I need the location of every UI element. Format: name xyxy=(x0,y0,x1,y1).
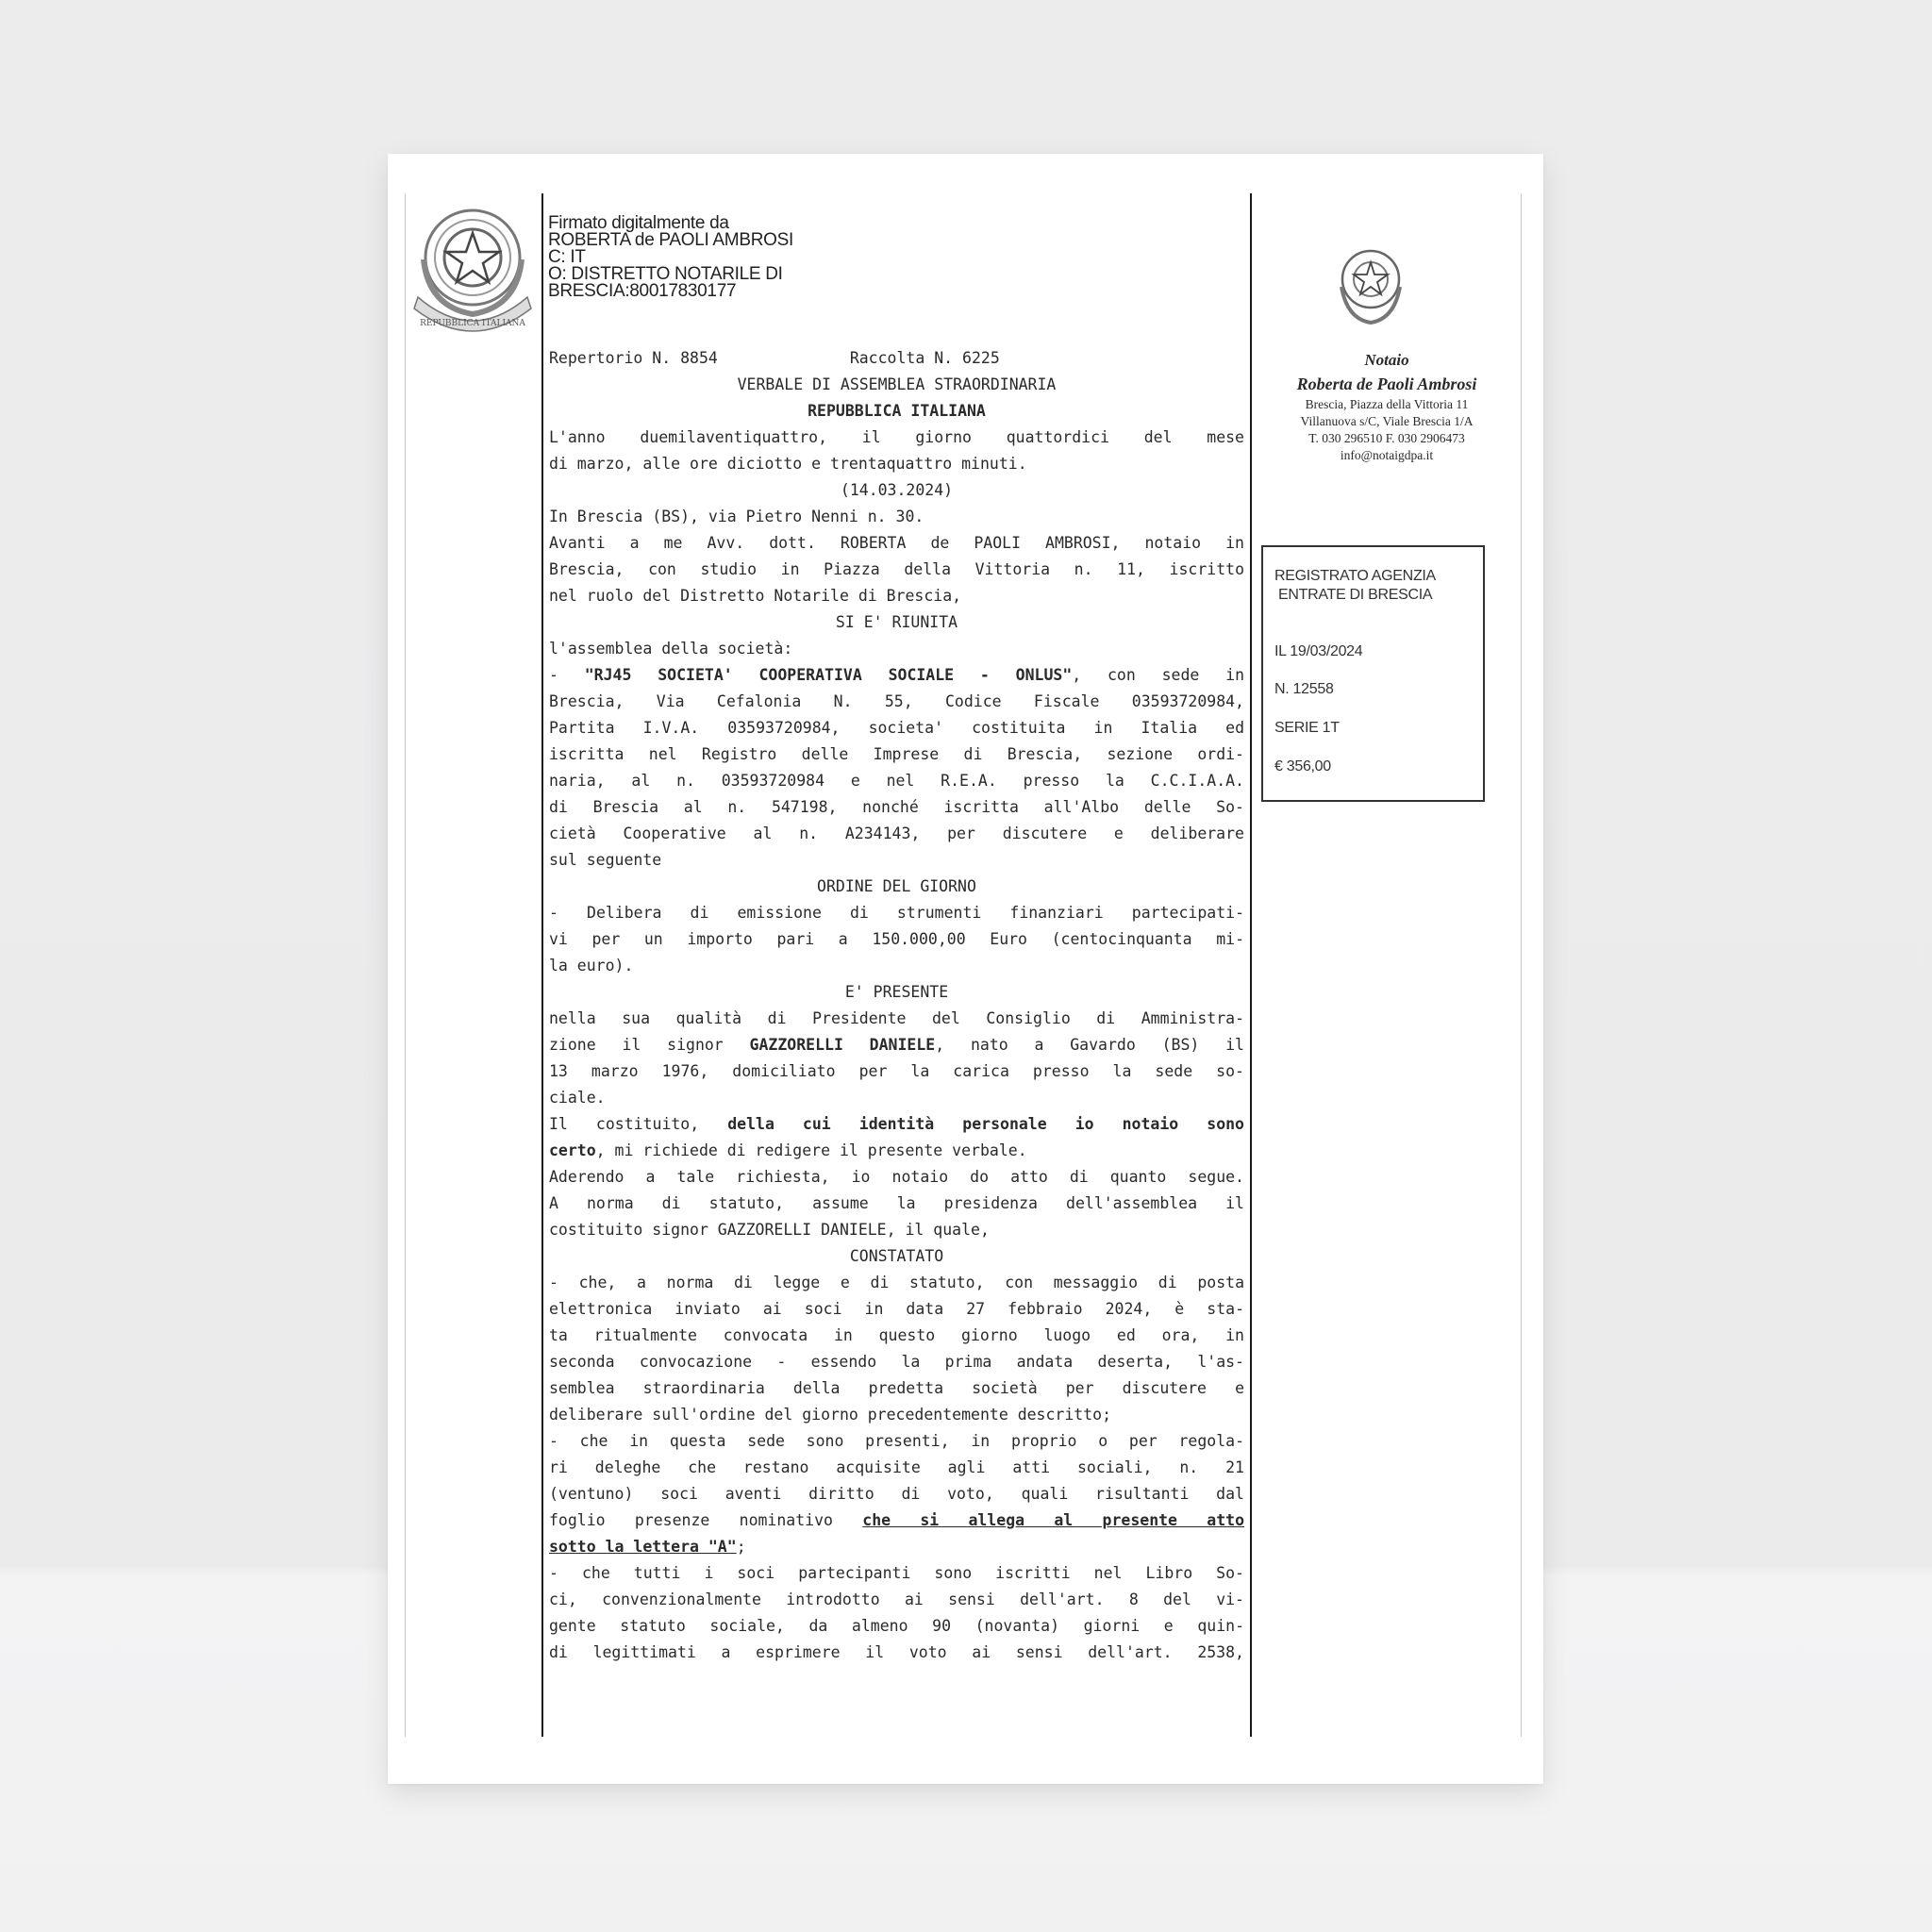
registration-heading xyxy=(1274,567,1482,605)
text-line xyxy=(549,662,1244,689)
section-heading: ORDINE DEL GIORNO xyxy=(817,877,976,895)
text-span: , con sede in xyxy=(1072,666,1245,684)
section-heading: SI E' RIUNITA xyxy=(835,613,958,631)
text-line xyxy=(549,1138,1244,1164)
text-line: - che in questa sede sono presenti, in proprio o per regola- xyxy=(549,1432,1244,1450)
text-line: nel ruolo del Distretto Notarile di Brescia, xyxy=(549,587,962,605)
digital-signature xyxy=(548,215,888,300)
registration-heading-line: ENTRATE DI BRESCIA xyxy=(1278,587,1433,603)
notary-address: Brescia, Piazza della Vittoria 11 xyxy=(1305,397,1469,411)
text-line: - Delibera di emissione di strumenti finanziari partecipati- xyxy=(549,904,1244,922)
margin-line-right xyxy=(1521,193,1522,1737)
text-span: Il costituito, xyxy=(549,1115,728,1133)
text-line: (ventuno) soci aventi diritto di voto, quali risultanti dal xyxy=(549,1485,1244,1503)
margin-line-text-left xyxy=(541,193,543,1737)
text-line: cietà Cooperative al n. A234143, per discutere e deliberare xyxy=(549,824,1244,842)
text-line: l'assemblea della società: xyxy=(549,640,793,658)
text-line xyxy=(549,1534,1244,1560)
seal-ring-text: REPUBBLICA ITALIANA xyxy=(420,319,525,328)
text-span: foglio presenze nominativo xyxy=(549,1511,863,1529)
president-name: GAZZORELLI DANIELE xyxy=(749,1036,936,1054)
signature-line: ROBERTA de PAOLI AMBROSI xyxy=(548,230,793,250)
document-title: VERBALE DI ASSEMBLEA STRAORDINARIA xyxy=(737,375,1057,393)
margin-line-text-right xyxy=(1250,193,1252,1737)
notary-email: info@notaigdpa.it xyxy=(1340,448,1434,462)
text-line: Brescia, con studio in Piazza della Vittoria n. 11, iscritto xyxy=(549,560,1244,578)
header-numbers xyxy=(549,345,1244,372)
text-line: 13 marzo 1976, domiciliato per la carica presso la sede so- xyxy=(549,1062,1244,1080)
text-line: vi per un importo pari a 150.000,00 Euro (centocinquanta mi- xyxy=(549,930,1244,948)
text-line: nella sua qualità di Presidente del Consiglio di Amministra- xyxy=(549,1009,1244,1027)
text-line: la euro). xyxy=(549,957,634,974)
text-line: In Brescia (BS), via Pietro Nenni n. 30. xyxy=(549,508,924,525)
notary-title: Notaio xyxy=(1364,351,1409,369)
registration-amount: € 356,00 xyxy=(1274,758,1331,774)
republic-heading: REPUBBLICA ITALIANA xyxy=(808,402,986,420)
text-line: L'anno duemilaventiquattro, il giorno quattordici del mese xyxy=(549,428,1244,446)
text-line: sul seguente xyxy=(549,851,662,869)
text-line: ciale. xyxy=(549,1089,606,1107)
section-heading: E' PRESENTE xyxy=(844,983,949,1001)
notary-address: Villanuova s/C, Viale Brescia 1/A xyxy=(1300,414,1474,428)
text-line: Aderendo a tale richiesta, io notaio do atto di quanto segue. xyxy=(549,1168,1244,1186)
registration-stamp xyxy=(1261,545,1485,802)
attachment-reference: che si allega al presente atto xyxy=(862,1511,1245,1529)
text-line: semblea straordinaria della predetta società per discutere e xyxy=(549,1379,1244,1397)
document-date: (14.03.2024) xyxy=(840,481,954,499)
registration-date: IL 19/03/2024 xyxy=(1274,643,1363,659)
notary-info xyxy=(1256,349,1518,464)
text-line: gente statuto sociale, da almeno 90 (novanta) giorni e quin- xyxy=(549,1617,1244,1635)
text-line: deliberare sull'ordine del giorno precedentemente descritto; xyxy=(549,1406,1112,1424)
text-line: naria, al n. 03593720984 e nel R.E.A. presso la C.C.I.A.A. xyxy=(549,772,1244,790)
text-line xyxy=(549,1111,1244,1138)
notary-name: Roberta de Paoli Ambrosi xyxy=(1296,375,1477,393)
signature-line: Firmato digitalmente da xyxy=(548,213,729,233)
signature-line: BRESCIA:80017830177 xyxy=(548,281,737,301)
text-line: elettronica inviato ai soci in data 27 febbraio 2024, è sta- xyxy=(549,1300,1244,1318)
text-span: , nato a Gavardo (BS) il xyxy=(935,1036,1244,1054)
section-heading: CONSTATATO xyxy=(849,1247,944,1265)
text-span: , mi richiede di redigere il presente verbale. xyxy=(595,1141,1027,1159)
text-span-bold: della cui identità personale io notaio sono xyxy=(727,1115,1244,1133)
text-line: A norma di statuto, assume la presidenza dell'assemblea il xyxy=(549,1194,1244,1212)
text-line: Brescia, Via Cefalonia N. 55, Codice Fiscale 03593720984, xyxy=(549,692,1244,710)
text-line: seconda convocazione - essendo la prima andata deserta, l'as- xyxy=(549,1353,1244,1371)
text-line: ri deleghe che restano acquisite agli atti sociali, n. 21 xyxy=(549,1458,1244,1476)
company-name: "RJ45 SOCIETA' COOPERATIVA SOCIALE - ONLUS" xyxy=(584,666,1073,684)
text-span: - xyxy=(549,666,585,684)
registration-series: SERIE 1T xyxy=(1274,720,1340,736)
repertorio-number: Repertorio N. 8854 xyxy=(549,349,718,367)
registration-heading-line: REGISTRATO AGENZIA xyxy=(1274,568,1436,584)
text-line xyxy=(549,1507,1244,1534)
text-line: di Brescia al n. 547198, nonché iscritta all'Albo delle So- xyxy=(549,798,1244,816)
text-span: ; xyxy=(736,1538,746,1556)
notary-phone: T. 030 296510 F. 030 2906473 xyxy=(1308,431,1465,445)
margin-line-left xyxy=(405,193,406,1737)
document-body xyxy=(549,345,1244,1666)
signature-line: C: IT xyxy=(548,247,586,267)
text-line: - che tutti i soci partecipanti sono iscritti nel Libro So- xyxy=(549,1564,1244,1582)
text-line: Avanti a me Avv. dott. ROBERTA de PAOLI AMBROSI, notaio in xyxy=(549,534,1244,552)
republic-emblem-icon xyxy=(1334,242,1407,328)
attachment-reference: sotto la lettera "A" xyxy=(549,1538,737,1556)
text-line: di marzo, alle ore diciotto e trentaquattro minuti. xyxy=(549,455,1027,473)
text-line: costituito signor GAZZORELLI DANIELE, il quale, xyxy=(549,1221,990,1239)
text-span-bold: certo xyxy=(549,1141,596,1159)
text-line: ci, convenzionalmente introdotto ai sensi dell'art. 8 del vi- xyxy=(549,1591,1244,1608)
raccolta-number: Raccolta N. 6225 xyxy=(849,349,1000,367)
text-line: Partita I.V.A. 03593720984, societa' costituita in Italia ed xyxy=(549,719,1244,737)
star-emblem-icon xyxy=(405,193,539,335)
registration-number: N. 12558 xyxy=(1274,681,1334,697)
text-line: - che, a norma di legge e di statuto, con messaggio di posta xyxy=(549,1274,1244,1291)
text-line: ta ritualmente convocata in questo giorno luogo ed ora, in xyxy=(549,1326,1244,1344)
text-line: di legittimati a esprimere il voto ai sensi dell'art. 2538, xyxy=(549,1643,1244,1661)
document-page xyxy=(388,154,1543,1784)
text-span: zione il signor xyxy=(549,1036,750,1054)
text-line xyxy=(549,1032,1244,1058)
text-line: iscritta nel Registro delle Imprese di Brescia, sezione ordi- xyxy=(549,745,1244,763)
signature-line: O: DISTRETTO NOTARILE DI xyxy=(548,264,783,284)
